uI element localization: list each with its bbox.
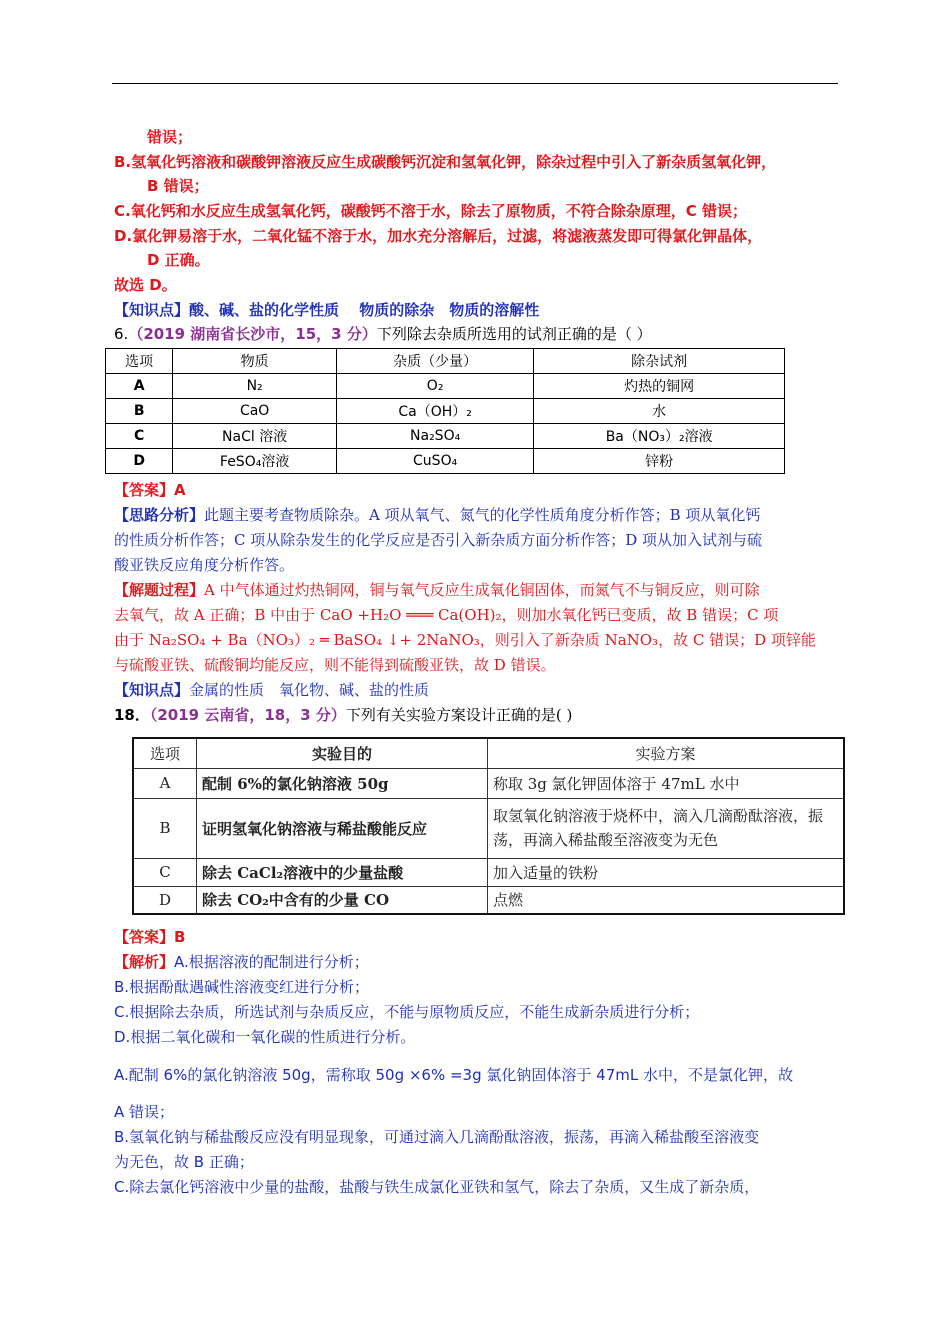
q18-table-image xyxy=(132,737,845,915)
analysis-text: A.根据溶液的配制进行分析； xyxy=(174,953,369,971)
q18-analysis-line-b: B.根据酚酞遇碱性溶液变红进行分析； xyxy=(114,978,370,996)
q18-analysis-line-a xyxy=(114,951,369,973)
q6-header-cell: 选项 xyxy=(106,349,173,374)
process-tag: 【解题过程】 xyxy=(114,581,205,599)
q6-substance-cell: CaO xyxy=(173,399,337,424)
q6-number: 6. xyxy=(114,325,129,343)
q18-plan-cell: 点燃 xyxy=(488,886,845,914)
knowledge-text: 酸、碱、盐的化学性质 物质的除杂 物质的溶解性 xyxy=(189,301,540,319)
q18-option-cell: D xyxy=(133,886,197,914)
q6-option-cell: B xyxy=(106,399,173,424)
analysis-tag: 【解析】 xyxy=(114,953,175,971)
q18-question: 下列有关实验方案设计正确的是( ) xyxy=(345,706,573,724)
q6-reagent-cell: Ba（NO₃）₂溶液 xyxy=(534,424,785,449)
q6-process-line-2: 去氧气，故 A 正确；B 中由于 CaO +H₂O ═══ Ca(OH)₂，则加水氧化钙已变质，故 B 错误；C 项 xyxy=(114,606,779,624)
q6-analysis-line-1 xyxy=(114,504,760,526)
q6-reagent-cell: 灼热的铜网 xyxy=(534,374,785,399)
q18-solution-a-line-1: A.配制 6%的氯化钠溶液 50g，需称取 50g ×6% =3g 氯化钠固体溶于 47mL 水中，不是氯化钾，故 xyxy=(114,1066,793,1084)
q6-process-line-4: 与硫酸亚铁、硫酸铜均能反应，则不能得到硫酸亚铁，故 D 错误。 xyxy=(114,656,556,674)
q18-plan-cell: 称取 3g 氯化钾固体溶于 47mL 水中 xyxy=(488,768,845,798)
q18-plan-cell: 加入适量的铁粉 xyxy=(488,858,845,886)
q18-analysis-line-d: D.根据二氧化碳和一氧化碳的性质进行分析。 xyxy=(114,1028,416,1046)
knowledge-text: 金属的性质 氧化物、碱、盐的性质 xyxy=(189,681,430,699)
table-row xyxy=(106,374,785,399)
prev-text-line-5: D.氯化钾易溶于水，二氧化锰不溶于水，加水充分溶解后，过滤，将滤液蒸发即可得氯化钾晶体， xyxy=(114,227,763,245)
q18-stem xyxy=(114,704,572,726)
table-row xyxy=(133,798,844,858)
q6-header-cell: 除杂试剂 xyxy=(534,349,785,374)
q6-analysis-line-2: 的性质分析作答；C 项从除杂发生的化学反应是否引入新杂质方面分析作答；D 项从加入试剂与硫 xyxy=(114,531,763,549)
prev-text-line-1: 错误； xyxy=(147,128,193,146)
q6-impurity-cell: CuSO₄ xyxy=(336,449,533,474)
q6-reagent-cell: 锌粉 xyxy=(534,449,785,474)
prev-text-line-3: B 错误； xyxy=(147,177,209,195)
q18-table-header xyxy=(133,738,844,768)
answer-value: B xyxy=(174,928,186,946)
q6-impurity-cell: Na₂SO₄ xyxy=(336,424,533,449)
q18-answer xyxy=(114,926,185,948)
q6-substance-cell: N₂ xyxy=(173,374,337,399)
prev-text-line-4: C.氧化钙和水反应生成氢氧化钙，碳酸钙不溶于水，除去了原物质，不符合除杂原理，C 错误； xyxy=(114,202,747,220)
q18-analysis-line-c: C.根据除去杂质，所选试剂与杂质反应，不能与原物质反应，不能生成新杂质进行分析； xyxy=(114,1003,700,1021)
q6-option-cell: C xyxy=(106,424,173,449)
q18-header-cell: 实验方案 xyxy=(488,738,845,768)
q6-answer xyxy=(114,479,186,501)
q6-header-cell: 物质 xyxy=(173,349,337,374)
analysis-tag: 【思路分析】 xyxy=(114,506,205,524)
answer-tag: 【答案】 xyxy=(114,481,175,499)
process-text: A 中气体通过灼热铜网，铜与氧气反应生成氧化铜固体，而氮气不与铜反应，则可除 xyxy=(204,581,760,599)
q6-table xyxy=(105,348,785,474)
q18-solution-b-line-2: 为无色，故 B 正确； xyxy=(114,1153,254,1171)
q18-option-cell: C xyxy=(133,858,197,886)
q18-number: 18． xyxy=(114,706,150,724)
prev-text-line-6: D 正确。 xyxy=(147,251,210,269)
table-row xyxy=(106,424,785,449)
analysis-text: 此题主要考查物质除杂。A 项从氧气、氮气的化学性质角度分析作答；B 项从氧化钙 xyxy=(204,506,761,524)
q6-knowledge-line xyxy=(114,679,429,701)
q6-stem xyxy=(114,323,652,345)
q18-header-cell: 选项 xyxy=(133,738,197,768)
q6-substance-cell: FeSO₄溶液 xyxy=(173,449,337,474)
prev-conclusion: 故选 D。 xyxy=(114,276,177,294)
prev-knowledge-line xyxy=(114,299,539,321)
q18-solution-c-line-1: C.除去氯化钙溶液中少量的盐酸，盐酸与铁生成氯化亚铁和氢气，除去了杂质，又生成了新杂质， xyxy=(114,1178,760,1196)
answer-tag: 【答案】 xyxy=(114,928,175,946)
table-row xyxy=(106,399,785,424)
table-row xyxy=(133,858,844,886)
table-row xyxy=(133,886,844,914)
q18-purpose-cell: 除去 CO₂中含有的少量 CO xyxy=(197,886,488,914)
q18-option-cell: B xyxy=(133,798,197,858)
knowledge-tag: 【知识点】 xyxy=(114,681,190,699)
q6-source: （2019 湖南省长沙市，15，3 分） xyxy=(128,325,377,343)
prev-text-line-2: B.氢氧化钙溶液和碳酸钾溶液反应生成碳酸钙沉淀和氢氧化钾，除杂过程中引入了新杂质氢氧化钾， xyxy=(114,153,777,171)
q6-option-cell: A xyxy=(106,374,173,399)
q6-impurity-cell: O₂ xyxy=(336,374,533,399)
q6-header-cell: 杂质（少量） xyxy=(336,349,533,374)
q6-option-cell: D xyxy=(106,449,173,474)
q18-purpose-cell: 配制 6%的氯化钠溶液 50g xyxy=(197,768,488,798)
q18-solution-a-line-2: A 错误； xyxy=(114,1103,175,1121)
q6-process-line-3: 由于 Na₂SO₄ + Ba（NO₃）₂ ═ BaSO₄ ↓+ 2NaNO₃，则引入了新杂质 NaNO₃，故 C 错误；D 项锌能 xyxy=(114,631,816,649)
q18-purpose-cell: 证明氢氧化钠溶液与稀盐酸能反应 xyxy=(197,798,488,858)
q6-analysis-line-3: 酸亚铁反应角度分析作答。 xyxy=(114,556,295,574)
q6-process-line-1 xyxy=(114,579,760,601)
table-row xyxy=(133,768,844,798)
table-row xyxy=(106,449,785,474)
q6-table-header xyxy=(106,349,785,374)
q18-source: （2019 云南省，18，3 分） xyxy=(149,706,346,724)
q18-plan-cell: 取氢氧化钠溶液于烧杯中，滴入几滴酚酞溶液，振荡，再滴入稀盐酸至溶液变为无色 xyxy=(488,798,845,858)
q6-question: 下列除去杂质所选用的试剂正确的是（ ） xyxy=(376,325,652,343)
q18-option-cell: A xyxy=(133,768,197,798)
header-rule xyxy=(112,83,838,84)
q6-substance-cell: NaCl 溶液 xyxy=(173,424,337,449)
q6-impurity-cell: Ca（OH）₂ xyxy=(336,399,533,424)
q18-purpose-cell: 除去 CaCl₂溶液中的少量盐酸 xyxy=(197,858,488,886)
q18-solution-b-line-1: B.氢氧化钠与稀盐酸反应没有明显现象，可通过滴入几滴酚酞溶液，振荡，再滴入稀盐酸至溶液变 xyxy=(114,1128,760,1146)
q6-reagent-cell: 水 xyxy=(534,399,785,424)
q18-header-cell: 实验目的 xyxy=(197,738,488,768)
knowledge-tag: 【知识点】 xyxy=(114,301,190,319)
answer-value: A xyxy=(174,481,186,499)
